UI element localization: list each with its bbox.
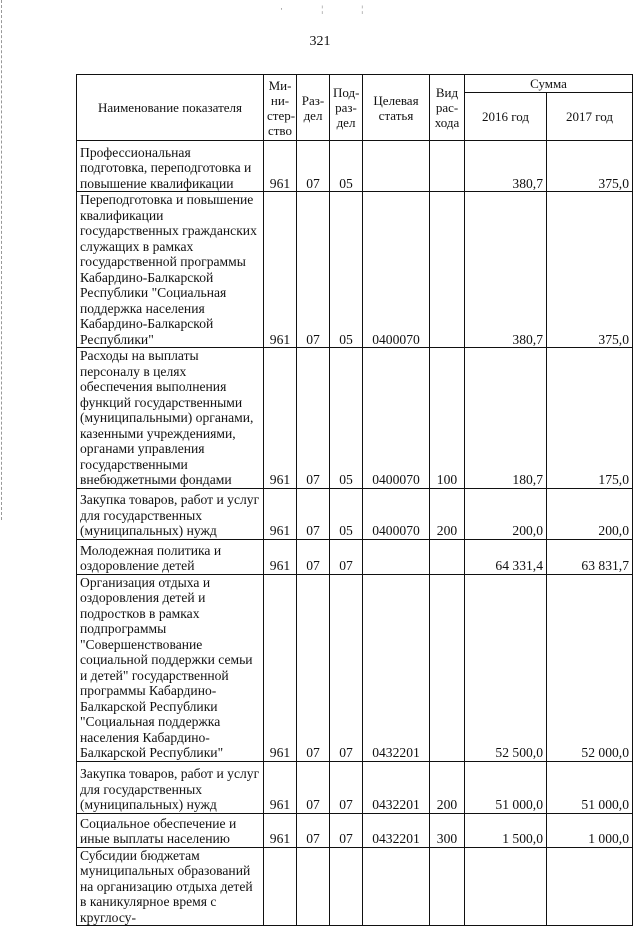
cell-ministry: 961 bbox=[264, 539, 297, 574]
cell-ministry: 961 bbox=[264, 348, 297, 489]
table-row bbox=[77, 192, 633, 348]
cell-target: 0432201 bbox=[363, 761, 430, 813]
cell-name: Закупка товаров, работ и услуг для государственных (муниципальных) нужд bbox=[77, 761, 264, 813]
cell-ministry: 961 bbox=[264, 761, 297, 813]
cell-y2017: 51 000,0 bbox=[547, 761, 633, 813]
table-row bbox=[77, 574, 633, 761]
cell-expense-type: 300 bbox=[430, 813, 465, 847]
cell-y2017: 1 000,0 bbox=[547, 813, 633, 847]
cell-y2017: 63 831,7 bbox=[547, 539, 633, 574]
table-row bbox=[77, 488, 633, 539]
cell-name: Молодежная политика и оздоровление детей bbox=[77, 539, 264, 574]
cell-name: Субсидии бюджетам муниципальных образований на организацию отдыха детей в каникулярное время с круглосу- bbox=[77, 847, 264, 926]
cell-ministry: 961 bbox=[264, 488, 297, 539]
cell-subsection: 07 bbox=[330, 813, 363, 847]
cell-ministry: 961 bbox=[264, 574, 297, 761]
scan-edge-left bbox=[1, 0, 4, 520]
cell-y2017: 375,0 bbox=[547, 192, 633, 348]
cell-subsection: 05 bbox=[330, 141, 363, 192]
cell-y2017: 52 000,0 bbox=[547, 574, 633, 761]
cell-y2017 bbox=[547, 847, 633, 926]
cell-target bbox=[363, 539, 430, 574]
cell-subsection: 05 bbox=[330, 488, 363, 539]
cell-section: 07 bbox=[297, 761, 330, 813]
cell-name: Закупка товаров, работ и услуг для государственных (муниципальных) нужд bbox=[77, 488, 264, 539]
cell-ministry bbox=[264, 847, 297, 926]
cell-target: 0400070 bbox=[363, 192, 430, 348]
cell-y2016: 52 500,0 bbox=[465, 574, 547, 761]
cell-expense-type: 200 bbox=[430, 761, 465, 813]
cell-target bbox=[363, 141, 430, 192]
cell-section bbox=[297, 847, 330, 926]
cell-section: 07 bbox=[297, 574, 330, 761]
header-ministry: Ми-ни-стер-ство bbox=[264, 75, 297, 141]
cell-y2016: 380,7 bbox=[465, 192, 547, 348]
header-section: Раз-дел bbox=[297, 75, 330, 141]
cell-expense-type bbox=[430, 574, 465, 761]
cell-subsection: 05 bbox=[330, 348, 363, 489]
scan-marks: · ¦ ¦ bbox=[280, 4, 382, 14]
cell-name: Переподготовка и повышение квалификации государственных гражданских служащих в рамках государственной программы Кабардино-Балкарской Республики "Социальная поддержка населения Кабардино-Балкарской Республики" bbox=[77, 192, 264, 348]
cell-section: 07 bbox=[297, 813, 330, 847]
cell-y2016: 180,7 bbox=[465, 348, 547, 489]
cell-target bbox=[363, 847, 430, 926]
header-target: Целевая статья bbox=[363, 75, 430, 141]
cell-y2017: 200,0 bbox=[547, 488, 633, 539]
cell-name: Организация отдыха и оздоровления детей и подростков в рамках подпрограммы "Совершенствование социальной поддержки семьи и детей" государственной программы Кабардино-Балкарской Республики "Социальная поддержка населения Кабардино-Балкарской Республики" bbox=[77, 574, 264, 761]
header-year-2016: 2016 год bbox=[465, 93, 547, 141]
header-subsection: Под-раз-дел bbox=[330, 75, 363, 141]
table-body bbox=[77, 141, 633, 926]
cell-subsection: 07 bbox=[330, 539, 363, 574]
budget-table bbox=[76, 74, 633, 926]
cell-target: 0400070 bbox=[363, 488, 430, 539]
table-row bbox=[77, 761, 633, 813]
cell-expense-type: 200 bbox=[430, 488, 465, 539]
cell-section: 07 bbox=[297, 488, 330, 539]
table-row bbox=[77, 539, 633, 574]
cell-expense-type: 100 bbox=[430, 348, 465, 489]
cell-expense-type bbox=[430, 192, 465, 348]
cell-y2016: 200,0 bbox=[465, 488, 547, 539]
cell-section: 07 bbox=[297, 141, 330, 192]
cell-section: 07 bbox=[297, 348, 330, 489]
table-row bbox=[77, 847, 633, 926]
cell-expense-type bbox=[430, 141, 465, 192]
cell-expense-type bbox=[430, 847, 465, 926]
cell-y2016: 51 000,0 bbox=[465, 761, 547, 813]
cell-target: 0400070 bbox=[363, 348, 430, 489]
cell-name: Расходы на выплаты персоналу в целях обеспечения выполнения функций государственными (муниципальными) органами, казенными учреждениями, органами управления государственными внебюджетными фондами bbox=[77, 348, 264, 489]
cell-ministry: 961 bbox=[264, 141, 297, 192]
cell-y2016: 1 500,0 bbox=[465, 813, 547, 847]
cell-section: 07 bbox=[297, 539, 330, 574]
cell-expense-type bbox=[430, 539, 465, 574]
cell-y2017: 375,0 bbox=[547, 141, 633, 192]
cell-ministry: 961 bbox=[264, 813, 297, 847]
header-year-2017: 2017 год bbox=[547, 93, 633, 141]
cell-target: 0432201 bbox=[363, 574, 430, 761]
cell-subsection: 07 bbox=[330, 574, 363, 761]
cell-subsection: 05 bbox=[330, 192, 363, 348]
header-name: Наименование показателя bbox=[77, 75, 264, 141]
cell-y2017: 175,0 bbox=[547, 348, 633, 489]
cell-section: 07 bbox=[297, 192, 330, 348]
cell-y2016: 380,7 bbox=[465, 141, 547, 192]
table-row bbox=[77, 141, 633, 192]
page-number: 321 bbox=[309, 34, 331, 49]
cell-name: Социальное обеспечение и иные выплаты населению bbox=[77, 813, 264, 847]
cell-ministry: 961 bbox=[264, 192, 297, 348]
cell-name: Профессиональная подготовка, переподготовка и повышение квалификации bbox=[77, 141, 264, 192]
table-row bbox=[77, 813, 633, 847]
header-expense-type: Вид рас-хода bbox=[430, 75, 465, 141]
cell-y2016 bbox=[465, 847, 547, 926]
table-row bbox=[77, 348, 633, 489]
cell-subsection bbox=[330, 847, 363, 926]
cell-y2016: 64 331,4 bbox=[465, 539, 547, 574]
cell-target: 0432201 bbox=[363, 813, 430, 847]
cell-subsection: 07 bbox=[330, 761, 363, 813]
header-sum: Сумма bbox=[465, 75, 633, 93]
